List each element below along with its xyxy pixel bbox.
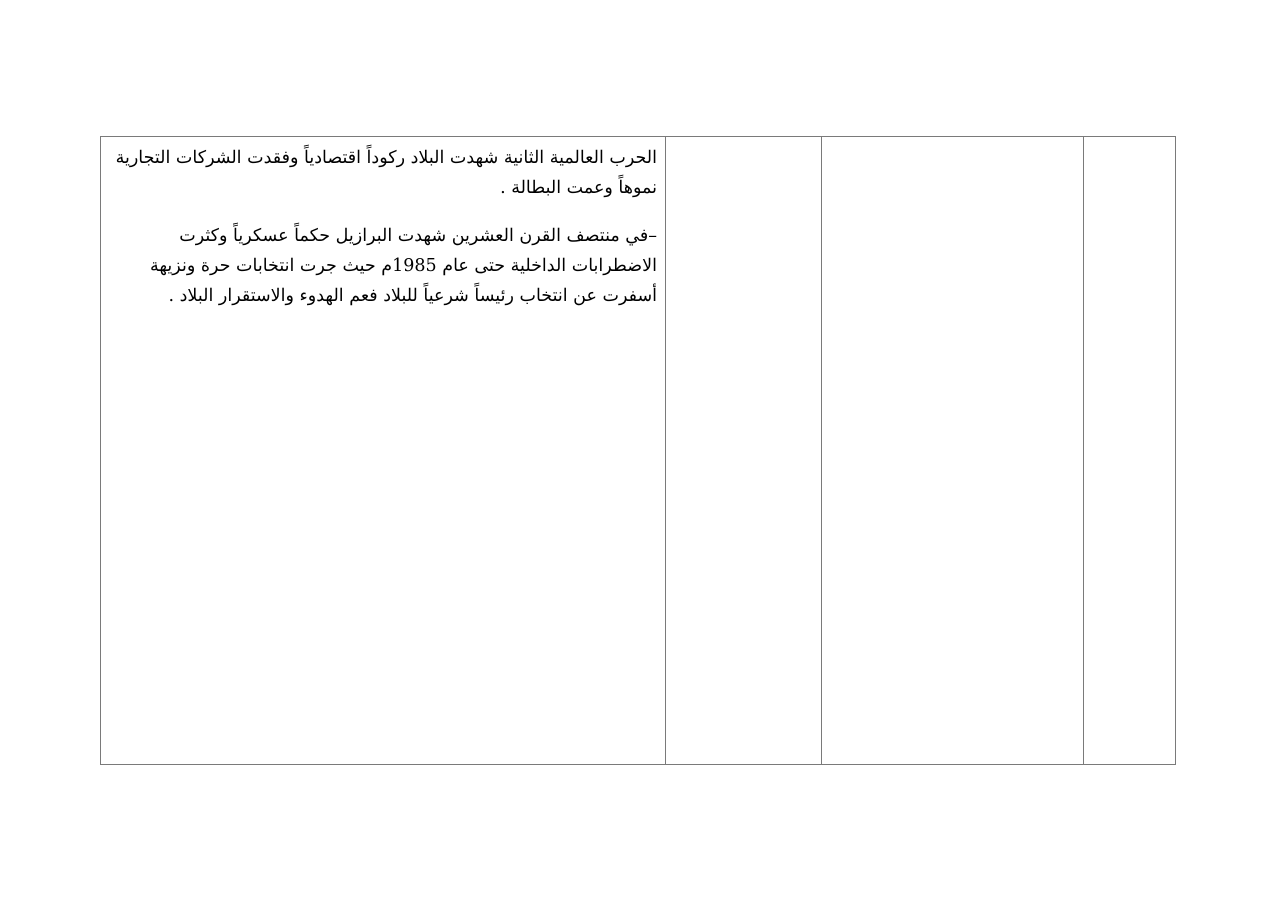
document-table <box>100 136 1176 765</box>
table-cell-empty-4 <box>1084 137 1176 765</box>
table-row <box>101 137 1176 765</box>
table-cell-empty-2 <box>666 137 822 765</box>
paragraph-brazil-military-rule: –في منتصف القرن العشرين شهدت البرازيل حكماً عسكرياً وكثرت الاضطرابات الداخلية حتى عام 1985م حيث جرت انتخابات حرة ونزيهة أسفرت عن انتخاب رئيساً شرعياً للبلاد فعم الهدوء والاستقرار البلاد . <box>149 226 657 306</box>
paragraph-ww2-economy: الحرب العالمية الثانية شهدت البلاد ركوداً اقتصادياً وفقدت الشركات التجارية نموهاً وعمت البطالة . <box>115 148 657 198</box>
table-cell-text <box>101 137 666 765</box>
cell-text-content <box>101 137 665 311</box>
table-cell-empty-3 <box>822 137 1084 765</box>
